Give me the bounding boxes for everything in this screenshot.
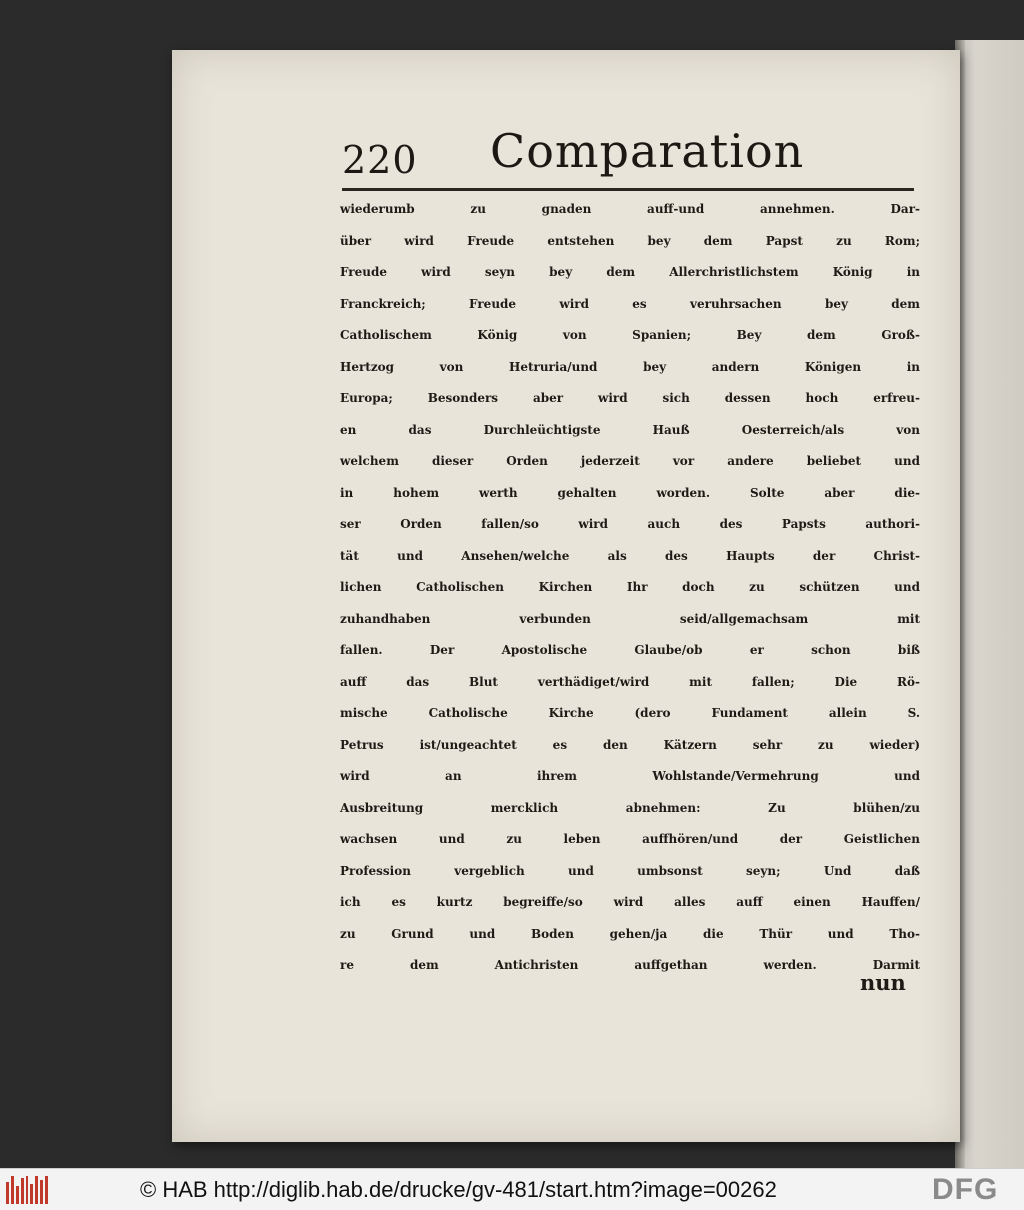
text-line: welchem dieser Orden jederzeit vor andere beliebet und [340,454,920,468]
text-line: Europa; Besonders aber wird sich dessen hoch erfreu- [340,391,920,405]
page-header [342,118,917,190]
text-line: Franckreich; Freude wird es veruhrsachen bey dem [340,296,920,311]
text-line: wachsen und zu leben auffhören/und der Geistlichen [340,832,920,846]
text-line: ich es kurtz begreiffe/so wird alles auff einen Hauffen/ [340,895,920,909]
text-line: mische Catholische Kirche (dero Fundament allein S. [340,706,920,720]
text-line: Petrus ist/ungeachtet es den Kätzern sehr zu wieder) [340,737,920,752]
header-rule [342,188,914,191]
text-line: Ausbreitung mercklich abnehmen: Zu blühen/zu [340,800,920,815]
text-line: Profession vergeblich und umbsonst seyn; Und daß [340,863,920,878]
page-number: 220 [342,138,418,182]
copyright-link[interactable]: © HAB http://diglib.hab.de/drucke/gv-481/start.htm?image=00262 [140,1177,777,1202]
text-line: Hertzog von Hetruria/und bey andern Königen in [340,359,920,374]
dfg-logo: DFG [932,1173,999,1206]
text-line: zu Grund und Boden gehen/ja die Thür und Tho- [340,926,920,941]
text-line: re dem Antichristen auffgethan werden. Darmit [340,958,920,972]
text-line: Catholischem König von Spanien; Bey dem Groß- [340,328,920,342]
text-line: tät und Ansehen/welche als des Haupts der Christ- [340,548,920,563]
running-title: Comparation [490,124,805,178]
body-text [340,194,920,982]
text-line: wird an ihrem Wohlstande/Vermehrung und [340,769,920,783]
text-line: auff das Blut verthädiget/wird mit fallen; Die Rö- [340,674,920,689]
text-line: lichen Catholischen Kirchen Ihr doch zu schützen und [340,580,920,594]
catchword: nun [860,970,906,995]
hab-logo-icon [6,1176,48,1204]
text-line: wiederumb zu gnaden auff-und annehmen. Dar- [340,202,920,216]
text-line: über wird Freude entstehen bey dem Papst zu Rom; [340,233,920,248]
text-line: en das Durchleüchtigste Hauß Oesterreich/als von [340,422,920,437]
footer-bar [0,1168,1024,1210]
text-line: fallen. Der Apostolische Glaube/ob er schon biß [340,643,920,657]
text-line: zuhandhaben verbunden seid/allgemachsam mit [340,611,920,626]
facing-page-edge [955,40,1024,1168]
text-line: Freude wird seyn bey dem Allerchristlichstem König in [340,265,920,279]
text-line: in hohem werth gehalten worden. Solte aber die- [340,485,920,500]
text-line: ser Orden fallen/so wird auch des Papsts authori- [340,517,920,531]
